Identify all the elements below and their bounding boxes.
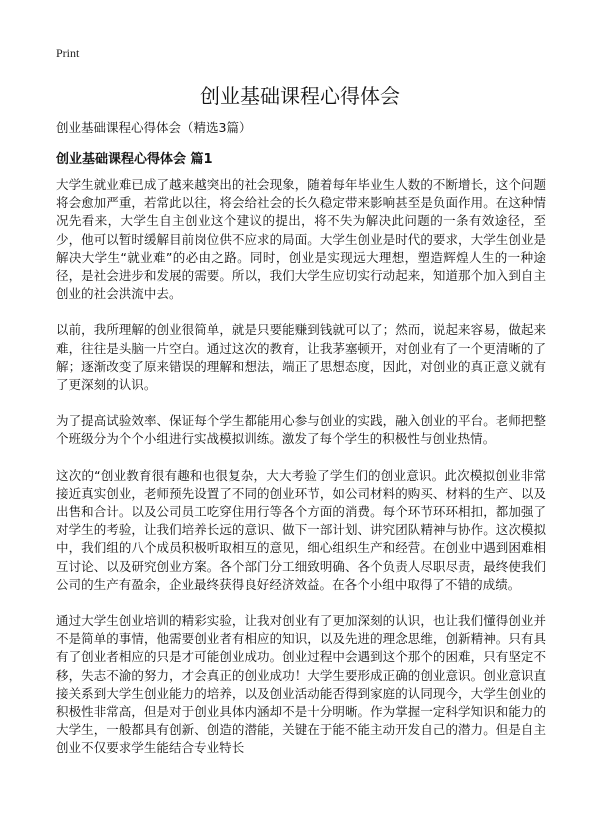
section-heading: 创业基础课程心得体会 篇1	[56, 152, 213, 167]
print-link[interactable]: Print	[56, 46, 80, 60]
article-body	[56, 176, 546, 776]
paragraph-5: 通过大学生创业培训的精彩实验，让我对创业有了更加深刻的认识，也让我们懂得创业并不是简单的事情，他需要创业者有相应的知识，以及先进的理念思维，创新精神。只有具有了创业者相应的只是才可能创业成功。创业过程中会遇到这个那个的困难，只有坚定不移，失志不渝的努力，才会真正的创业成功！大学生要形成正确的创业意识。创业意识直接关系到大学生创业能力的培养，以及创业活动能否得到家庭的认同现今，大学生创业的积极性非常高，但是对于创业具体内涵却不是十分明晰。作为掌握一定科学知识和能力的大学生，一般都具有创新、创造的潜能，关键在于能不能主动开发自己的潜力。但是自主创业不仅要求学生能结合专业特长	[56, 613, 546, 756]
paragraph-3: 为了提高试验效率、保证每个学生都能用心参与创业的实践，融入创业的平台。老师把整个班级分为个个小组进行实战模拟训练。激发了每个学生的积极性与创业热情。	[56, 413, 546, 447]
page-title: 创业基础课程心得体会	[200, 84, 400, 108]
subtitle: 创业基础课程心得体会（精选3篇）	[56, 120, 252, 135]
paragraph-4: 这次的“创业教育很有趣和也很复杂，大大考验了学生们的创业意识。此次模拟创业非常接近真实创业，老师预先设置了不同的创业环节，如公司材料的购买、材料的生产、以及出售和合计。以及公司员工吃穿住用行等各个方面的消费。每个环节环环相扣，都加强了对学生的考验，让我们培养长远的意识、做下一部计划、讲究团队精神与协作。这次模拟中，我们组的八个成员积极听取相互的意见，细心组织生产和经营。在创业中遇到困难相互讨论、以及研究创业方案。各个部门分工细致明确、各个负责人尽职尽责，最终使我们公司的生产有盈余，企业最终获得良好经济效益。在各个小组中取得了不错的成绩。	[56, 467, 546, 592]
paragraph-2: 以前，我所理解的创业很简单，就是只要能赚到钱就可以了；然而，说起来容易，做起来难，往往是头脑一片空白。通过这次的教育，让我茅塞顿开，对创业有了一个更清晰的了解；逐渐改变了原来错误的理解和想法，端正了思想态度，因此，对创业的真正意义就有了更深刻的认识。	[56, 322, 546, 393]
paragraph-1: 大学生就业难已成了越来越突出的社会现象，随着每年毕业生人数的不断增长，这个问题将会愈加严重，若常此以往，将会给社会的长久稳定带来影响甚至是负面作用。在这种情况先看来，大学生自主创业这个建议的提出，将不失为解决此问题的一条有效途径，至少，他可以暂时缓解目前岗位供不应求的局面。大学生创业是时代的要求，大学生创业是解决大学生“就业难”的必由之路。同时，创业是实现远大理想，塑造辉煌人生的一种途径，是社会进步和发展的需要。所以，我们大学生应切实行动起来，知道那个加入到自主创业的社会洪流中去。	[56, 177, 546, 302]
